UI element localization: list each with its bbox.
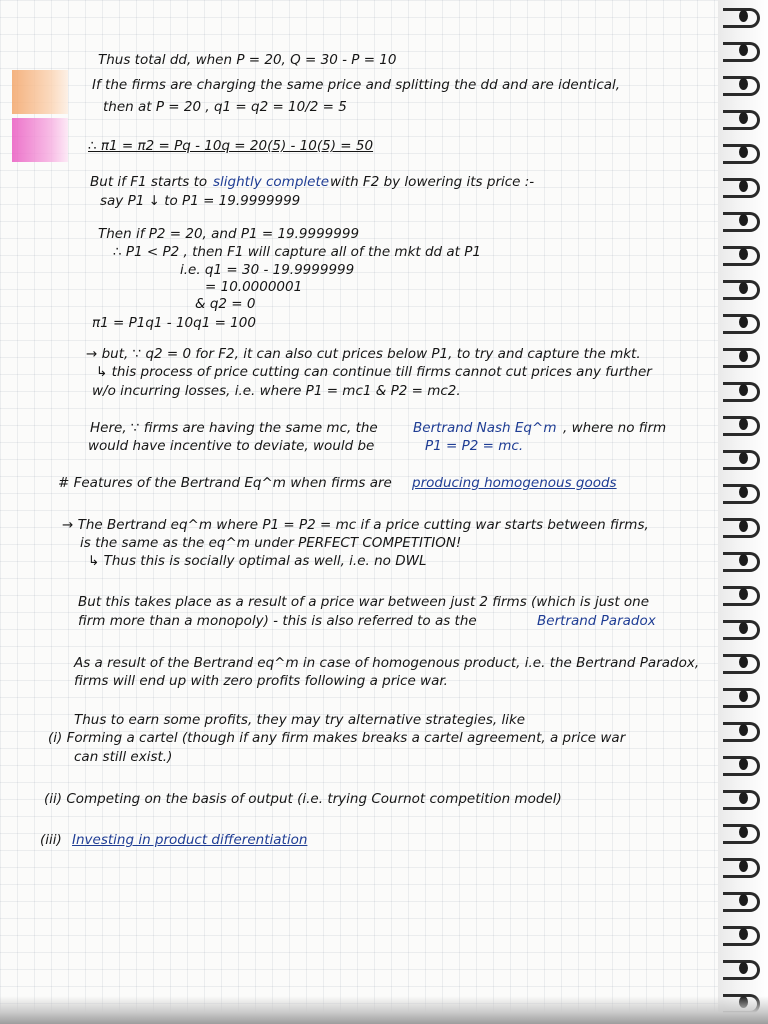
note-line: → but, ∵ q2 = 0 for F2, it can also cut prices below P1, to try and capture the mkt. — [86, 346, 641, 362]
orange-sticky-tab — [12, 70, 68, 114]
binding-hole — [739, 962, 748, 974]
page-bottom-shadow — [0, 996, 768, 1024]
note-line: say P1 ↓ to P1 = 19.9999999 — [100, 193, 301, 209]
note-line: would have incentive to deviate, would be — [88, 438, 375, 454]
note-line: with F2 by lowering its price :- — [330, 174, 535, 190]
binding-hole — [739, 418, 748, 430]
binding-hole — [739, 112, 748, 124]
binding-hole — [739, 554, 748, 566]
binding-hole — [739, 656, 748, 668]
note-line: ∴ P1 < P2 , then F1 will capture all of the mkt dd at P1 — [113, 244, 481, 260]
note-line: But this takes place as a result of a price war between just 2 firms (which is just one — [78, 594, 650, 610]
note-line: i.e. q1 = 30 - 19.9999999 — [180, 262, 355, 278]
note-line: slightly complete — [213, 174, 330, 190]
note-line: # Features of the Bertrand Eq^m when firms are — [58, 475, 392, 491]
binding-hole — [739, 452, 748, 464]
binding-hole — [739, 180, 748, 192]
note-line: Here, ∵ firms are having the same mc, the — [90, 420, 378, 436]
binding-hole — [739, 78, 748, 90]
binding-hole — [739, 316, 748, 328]
note-line: Investing in product differentiation — [72, 832, 308, 848]
note-line: (iii) — [40, 832, 62, 848]
note-line: Bertrand Paradox — [537, 613, 656, 629]
note-line: Then if P2 = 20, and P1 = 19.9999999 — [98, 226, 360, 242]
binding-hole — [739, 894, 748, 906]
note-line: P1 = P2 = mc. — [425, 438, 524, 454]
note-line: If the firms are charging the same price and splitting the dd and are identical, — [92, 77, 621, 93]
binding-hole — [739, 214, 748, 226]
binding-hole — [739, 826, 748, 838]
note-line: is the same as the eq^m under PERFECT COMPETITION! — [80, 535, 462, 551]
note-line: Bertrand Nash Eq^m — [413, 420, 557, 436]
binding-hole — [739, 146, 748, 158]
binding-hole — [739, 690, 748, 702]
note-line: w/o incurring losses, i.e. where P1 = mc1 & P2 = mc2. — [92, 383, 461, 399]
note-line: (ii) Competing on the basis of output (i.e. trying Cournot competition model) — [44, 791, 562, 807]
pink-sticky-tab — [12, 118, 68, 162]
binding-hole — [739, 384, 748, 396]
binding-hole — [739, 248, 748, 260]
note-line: → The Bertrand eq^m where P1 = P2 = mc if a price cutting war starts between firms, — [62, 517, 649, 533]
binding-hole — [739, 588, 748, 600]
note-line: As a result of the Bertrand eq^m in case of homogenous product, i.e. the Bertrand Paradox, — [74, 655, 700, 671]
note-line: Thus total dd, when P = 20, Q = 30 - P = 10 — [98, 52, 397, 68]
binding-hole — [739, 860, 748, 872]
binding-hole — [739, 928, 748, 940]
binding-hole — [739, 282, 748, 294]
binding-hole — [739, 350, 748, 362]
note-line: firm more than a monopoly) - this is also referred to as the — [78, 613, 477, 629]
binding-hole — [739, 486, 748, 498]
note-line: firms will end up with zero profits following a price war. — [74, 673, 448, 689]
binding-hole — [739, 10, 748, 22]
note-line: then at P = 20 , q1 = q2 = 10/2 = 5 — [103, 99, 347, 115]
note-line: = 10.0000001 — [205, 279, 303, 295]
binding-hole — [739, 44, 748, 56]
note-line: (i) Forming a cartel (though if any firm makes breaks a cartel agreement, a price war — [48, 730, 626, 746]
binding-hole — [739, 622, 748, 634]
note-line: & q2 = 0 — [195, 296, 256, 312]
note-line: ↳ Thus this is socially optimal as well, i.e. no DWL — [88, 553, 427, 569]
note-line: ↳ this process of price cutting can continue till firms cannot cut prices any further — [96, 364, 652, 380]
note-line: Thus to earn some profits, they may try alternative strategies, like — [74, 712, 526, 728]
binding-hole — [739, 724, 748, 736]
note-line: producing homogenous goods — [412, 475, 617, 491]
note-line: , where no firm — [563, 420, 667, 436]
note-line: π1 = P1q1 - 10q1 = 100 — [92, 315, 256, 331]
binding-hole — [739, 792, 748, 804]
note-line: can still exist.) — [74, 749, 173, 765]
note-line: But if F1 starts to — [90, 174, 208, 190]
binding-hole — [739, 520, 748, 532]
binding-hole — [739, 758, 748, 770]
spiral-binding — [718, 0, 768, 1024]
note-line: ∴ π1 = π2 = Pq - 10q = 20(5) - 10(5) = 50 — [88, 138, 374, 154]
